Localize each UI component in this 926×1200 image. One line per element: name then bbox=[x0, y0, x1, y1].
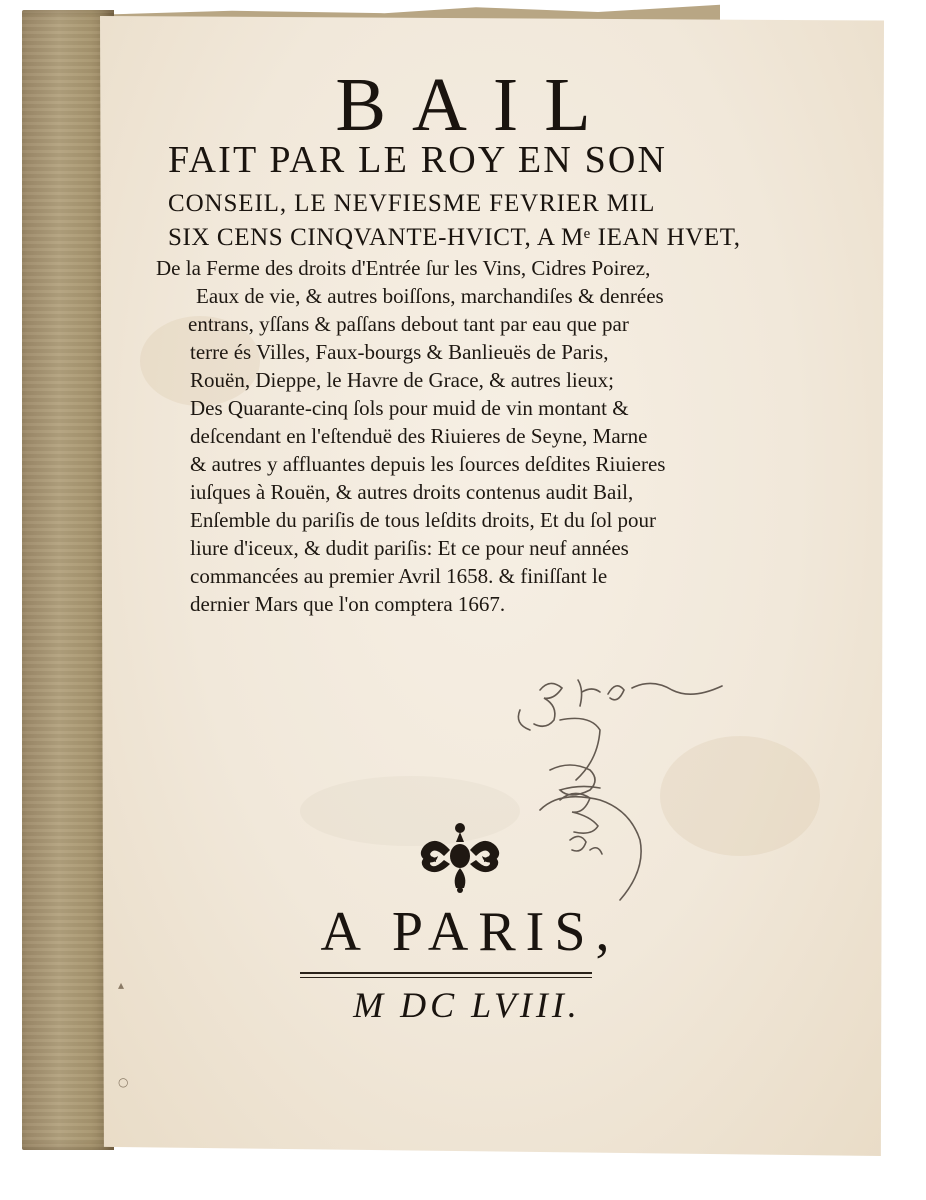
body-line: De la Ferme des droits d'Entrée ſur les Vins, Cidres Poirez, bbox=[156, 256, 651, 280]
body-line: iuſques à Rouën, & autres droits contenus audit Bail, bbox=[190, 480, 634, 504]
title-caps-line-3: SIX CENS CINQVANTE-HVICT, A Mᵉ IEAN HVET, bbox=[168, 224, 741, 251]
paper-mark: ○ bbox=[118, 1075, 129, 1089]
body-line: dernier Mars que l'on comptera 1667. bbox=[190, 592, 506, 616]
imprint-place: A PARIS, bbox=[320, 901, 620, 963]
document-title: BAIL bbox=[335, 63, 617, 147]
body-line: deſcendant en l'eſtenduë des Riuieres de Seyne, Marne bbox=[190, 424, 648, 448]
body-line: Enſemble du pariſis de tous leſdits droits, Et du ſol pour bbox=[190, 508, 657, 532]
printers-ornament-icon bbox=[415, 818, 505, 894]
body-line: Eaux de vie, & autres boiſſons, marchandiſes & denrées bbox=[196, 284, 664, 308]
body-line: entrans, yſſans & paſſans debout tant par eau que par bbox=[188, 312, 629, 336]
body-line: liure d'iceux, & dudit pariſis: Et ce pour neuf années bbox=[190, 536, 629, 560]
handwritten-annotation bbox=[500, 650, 740, 930]
paper-mark: ▴ bbox=[118, 978, 125, 992]
imprint-rule bbox=[300, 972, 592, 974]
body-line: Des Quarante-cinq ſols pour muid de vin montant & bbox=[190, 396, 629, 420]
body-line: terre és Villes, Faux-bourgs & Banlieuës de Paris, bbox=[190, 340, 609, 364]
body-line: & autres y affluantes depuis les ſources deſdites Riuieres bbox=[190, 452, 666, 476]
title-caps-line-1: FAIT PAR LE ROY EN SON bbox=[168, 139, 668, 181]
paper-binding-spine bbox=[22, 10, 114, 1150]
title-caps-line-2: CONSEIL, LE NEVFIESME FEVRIER MIL bbox=[168, 190, 656, 217]
imprint-rule-thin bbox=[300, 977, 592, 978]
imprint-date: M DC LVIII. bbox=[353, 985, 581, 1025]
body-line: commancées au premier Avril 1658. & finiſſant le bbox=[190, 564, 608, 588]
body-line: Rouën, Dieppe, le Havre de Grace, & autres lieux; bbox=[190, 368, 614, 392]
